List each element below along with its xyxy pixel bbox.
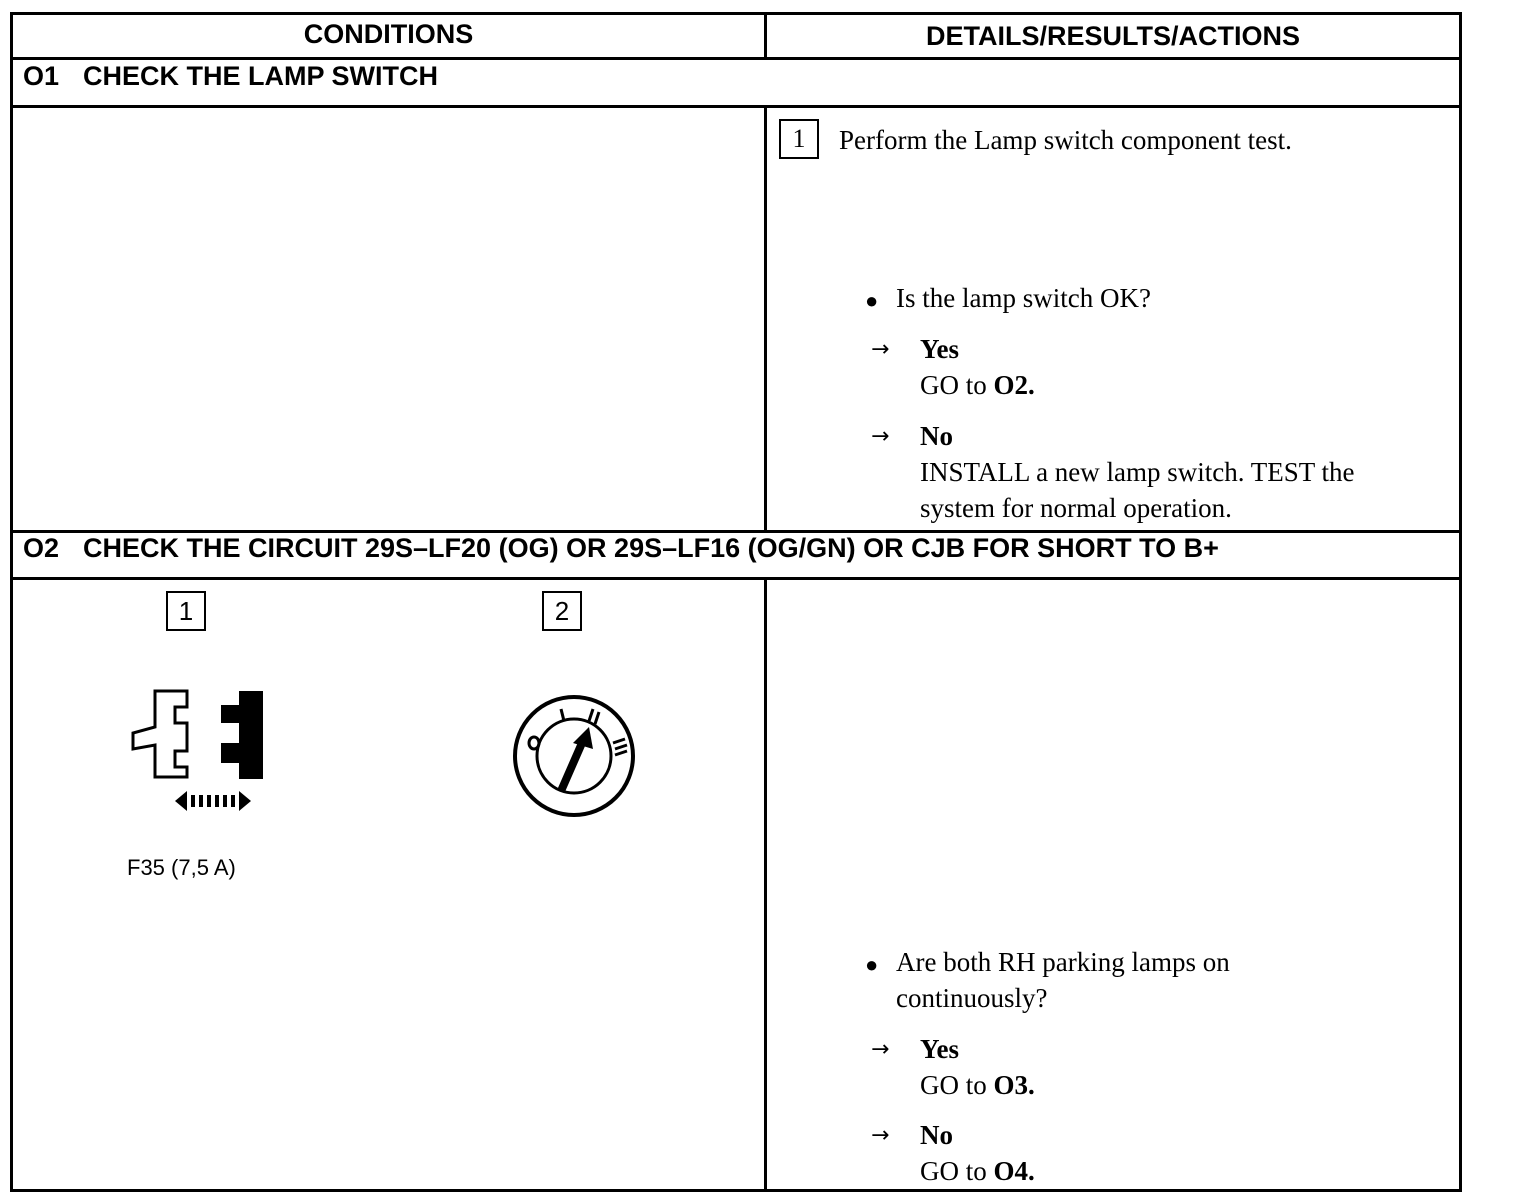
o2-question-line2: continuously?	[896, 983, 1048, 1013]
o2-yes-prefix: GO to	[920, 1070, 987, 1100]
right-arrow-icon: →	[871, 424, 890, 449]
o2-no-action	[920, 1153, 1035, 1189]
fuse-label: F35 (7,5 A)	[127, 855, 236, 880]
o1-yes-target: O2.	[993, 370, 1035, 400]
bullet-icon: ●	[865, 288, 879, 313]
o2-figure2-number: 2	[542, 591, 582, 631]
o2-yes-action	[920, 1067, 1035, 1103]
o2-yes-label: Yes	[920, 1034, 959, 1064]
o2-no-target: O4.	[993, 1156, 1035, 1186]
o2-no-prefix: GO to	[920, 1156, 987, 1186]
o1-substep-number: 1	[779, 119, 819, 159]
header-divider	[13, 57, 1459, 60]
o2-question-line1: Are both RH parking lamps on	[896, 947, 1230, 977]
step-o2-title-text: CHECK THE CIRCUIT 29S–LF20 (OG) OR 29S–LF16 (OG/GN) OR CJB FOR SHORT TO B+	[83, 533, 1219, 563]
o1-instruction: Perform the Lamp switch component test.	[839, 125, 1292, 155]
bullet-icon: ●	[865, 952, 879, 977]
right-arrow-icon: →	[871, 337, 890, 362]
step-o2-title	[23, 533, 1219, 564]
conditions-header: CONDITIONS	[303, 19, 474, 49]
o2-figure1-number: 1	[166, 591, 206, 631]
details-header: DETAILS/RESULTS/ACTIONS	[925, 21, 1300, 51]
o2-column-divider	[764, 577, 767, 1189]
o1-question: Is the lamp switch OK?	[896, 283, 1151, 313]
right-arrow-icon: →	[871, 1123, 890, 1148]
fuse-removal-icon	[123, 683, 273, 813]
o1-no-action-line2: system for normal operation.	[920, 493, 1232, 523]
o1-no-action-line1: INSTALL a new lamp switch. TEST the	[920, 457, 1355, 487]
diagnostic-table	[10, 12, 1462, 1192]
ignition-switch-icon	[509, 691, 639, 821]
o1-yes-label: Yes	[920, 334, 959, 364]
right-arrow-icon: →	[871, 1037, 890, 1062]
o1-title-divider	[13, 105, 1459, 108]
o2-title-divider	[13, 577, 1459, 580]
step-o1-title-text: CHECK THE LAMP SWITCH	[83, 61, 438, 91]
o1-no-label: No	[920, 421, 953, 451]
step-o1-title	[23, 61, 438, 92]
o1-column-divider	[764, 105, 767, 530]
step-o1-id: O1	[23, 61, 60, 91]
o2-yes-target: O3.	[993, 1070, 1035, 1100]
step-o2-id: O2	[23, 533, 60, 563]
o1-yes-action	[920, 367, 1035, 403]
o2-no-label: No	[920, 1120, 953, 1150]
o1-yes-prefix: GO to	[920, 370, 987, 400]
